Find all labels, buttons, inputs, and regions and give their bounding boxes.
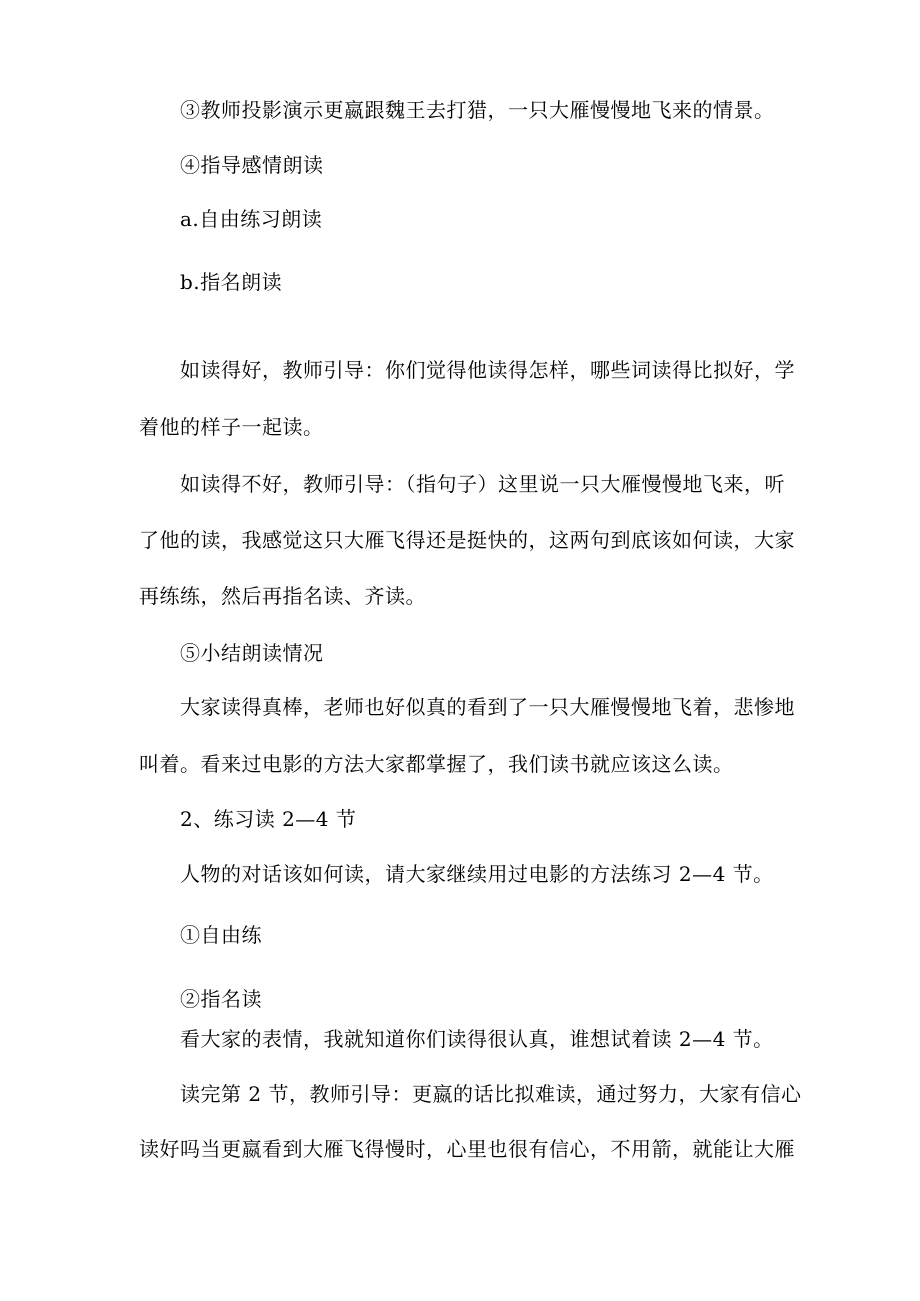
text-line: 如读得不好，教师引导：（指句子）这里说一只大雁慢慢地飞来，听 — [180, 472, 785, 496]
text-line: ④指导感情朗读 — [180, 153, 324, 177]
text-line: ③教师投影演示更嬴跟魏王去打猎，一只大雁慢慢地飞来的情景。 — [180, 98, 775, 122]
text-line: 人物的对话该如何读，请大家继续用过电影的方法练习 2—4 节。 — [180, 862, 774, 886]
text-line: 着他的样子一起读。 — [139, 415, 324, 439]
text-line: 读完第 2 节，教师引导：更嬴的话比拟难读，通过努力，大家有信心 — [180, 1082, 802, 1106]
text-line: 了他的读，我感觉这只大雁飞得还是挺快的，这两句到底该如何读，大家 — [139, 528, 795, 552]
text-line: 2、练习读 2—4 节 — [180, 807, 357, 831]
text-line: b.指名朗读 — [180, 270, 283, 294]
text-line: 如读得好，教师引导：你们觉得他读得怎样，哪些词读得比拟好，学 — [180, 358, 795, 382]
text-line: ②指名读 — [180, 987, 262, 1011]
text-line: 叫着。看来过电影的方法大家都掌握了，我们读书就应该这么读。 — [139, 752, 734, 776]
text-line: ⑤小结朗读情况 — [180, 641, 324, 665]
text-line: a.自由练习朗读 — [180, 207, 323, 231]
text-line: 读好吗当更嬴看到大雁飞得慢时，心里也很有信心，不用箭，就能让大雁 — [139, 1137, 795, 1161]
text-line: 再练练，然后再指名读、齐读。 — [139, 584, 426, 608]
text-line: 大家读得真棒，老师也好似真的看到了一只大雁慢慢地飞着，悲惨地 — [180, 695, 795, 719]
text-line: ①自由练 — [180, 923, 262, 947]
text-line: 看大家的表情，我就知道你们读得很认真，谁想试着读 2—4 节。 — [180, 1027, 774, 1051]
